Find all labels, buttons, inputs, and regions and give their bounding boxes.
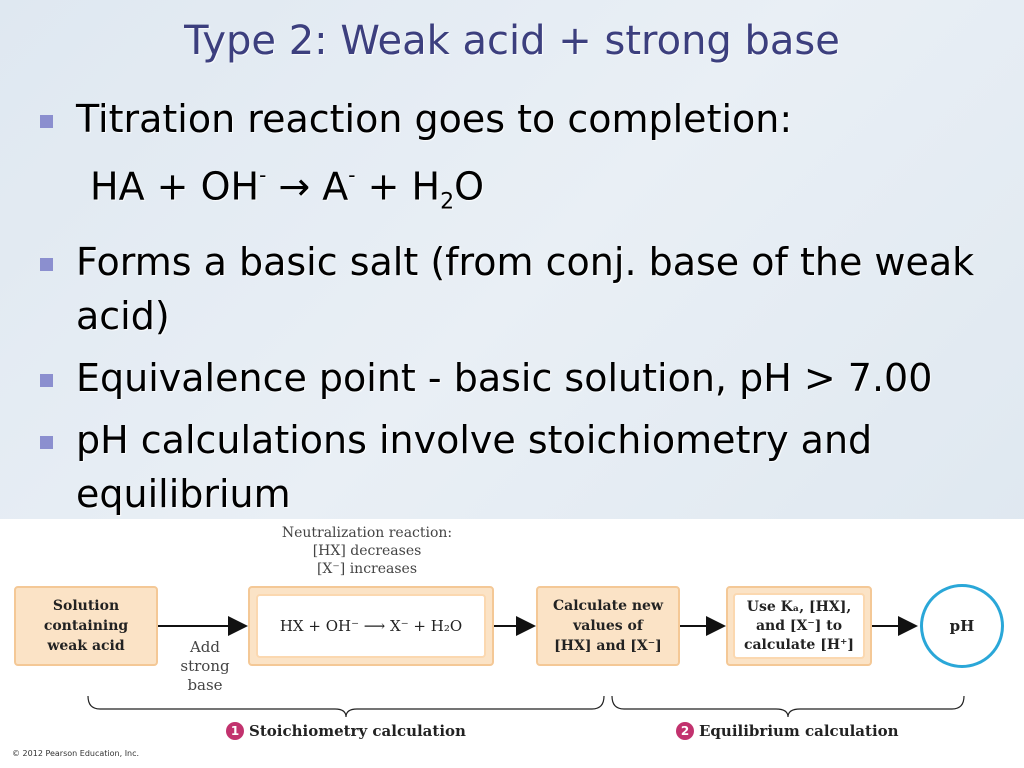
add-base-note: Add strong base — [180, 638, 230, 694]
reaction-box: HX + OH⁻ ⟶ X⁻ + H₂O — [256, 594, 486, 658]
use-ka-box-outer — [726, 586, 872, 666]
reaction-box-outer — [248, 586, 494, 666]
ph-circle: pH — [920, 584, 1004, 668]
copyright-text: © 2012 Pearson Education, Inc. — [12, 749, 140, 758]
bullet-text: Forms a basic salt (from conj. base of the weak acid) — [76, 240, 975, 339]
step-equilibrium-label: 2 Equilibrium calculation — [676, 722, 899, 740]
brace-equilibrium — [612, 696, 964, 717]
reaction-equation: HA + $OH^- \to A^- + H_2O$ — [90, 163, 484, 215]
bullet-item — [38, 351, 1008, 405]
neutralization-note: Neutralization reaction: [HX] decreases [X⁻] increases — [281, 525, 453, 577]
bullet-text: Titration reaction goes to completion: — [76, 97, 793, 141]
calculate-box: Calculate new values of [HX] and [X⁻] — [536, 586, 680, 666]
bullet-item — [38, 235, 1008, 343]
bullet-square-icon — [40, 374, 53, 387]
brace-stoichiometry — [88, 696, 604, 717]
slide-title: Type 2: Weak acid + strong base — [184, 18, 840, 64]
bullet-square-icon — [40, 436, 53, 449]
bullet-item — [38, 413, 1008, 521]
bullet-text: Equivalence point - basic solution, pH > 7.00 — [76, 356, 933, 401]
step-stoichiometry-label: 1 Stoichiometry calculation — [226, 722, 466, 740]
bullet-square-icon — [40, 115, 53, 128]
bullet-list — [38, 92, 1008, 521]
step-1-badge: 1 — [226, 722, 244, 740]
titration-flow-diagram — [0, 519, 1024, 768]
bullet-square-icon — [40, 258, 53, 271]
step-2-badge: 2 — [676, 722, 694, 740]
bullet-text: pH calculations involve stoichiometry and equilibrium — [76, 418, 873, 517]
bullet-item — [38, 92, 1008, 146]
solution-box: Solution containing weak acid — [14, 586, 158, 666]
use-ka-box: Use Kₐ, [HX], and [X⁻] to calculate [H⁺] — [733, 593, 865, 659]
